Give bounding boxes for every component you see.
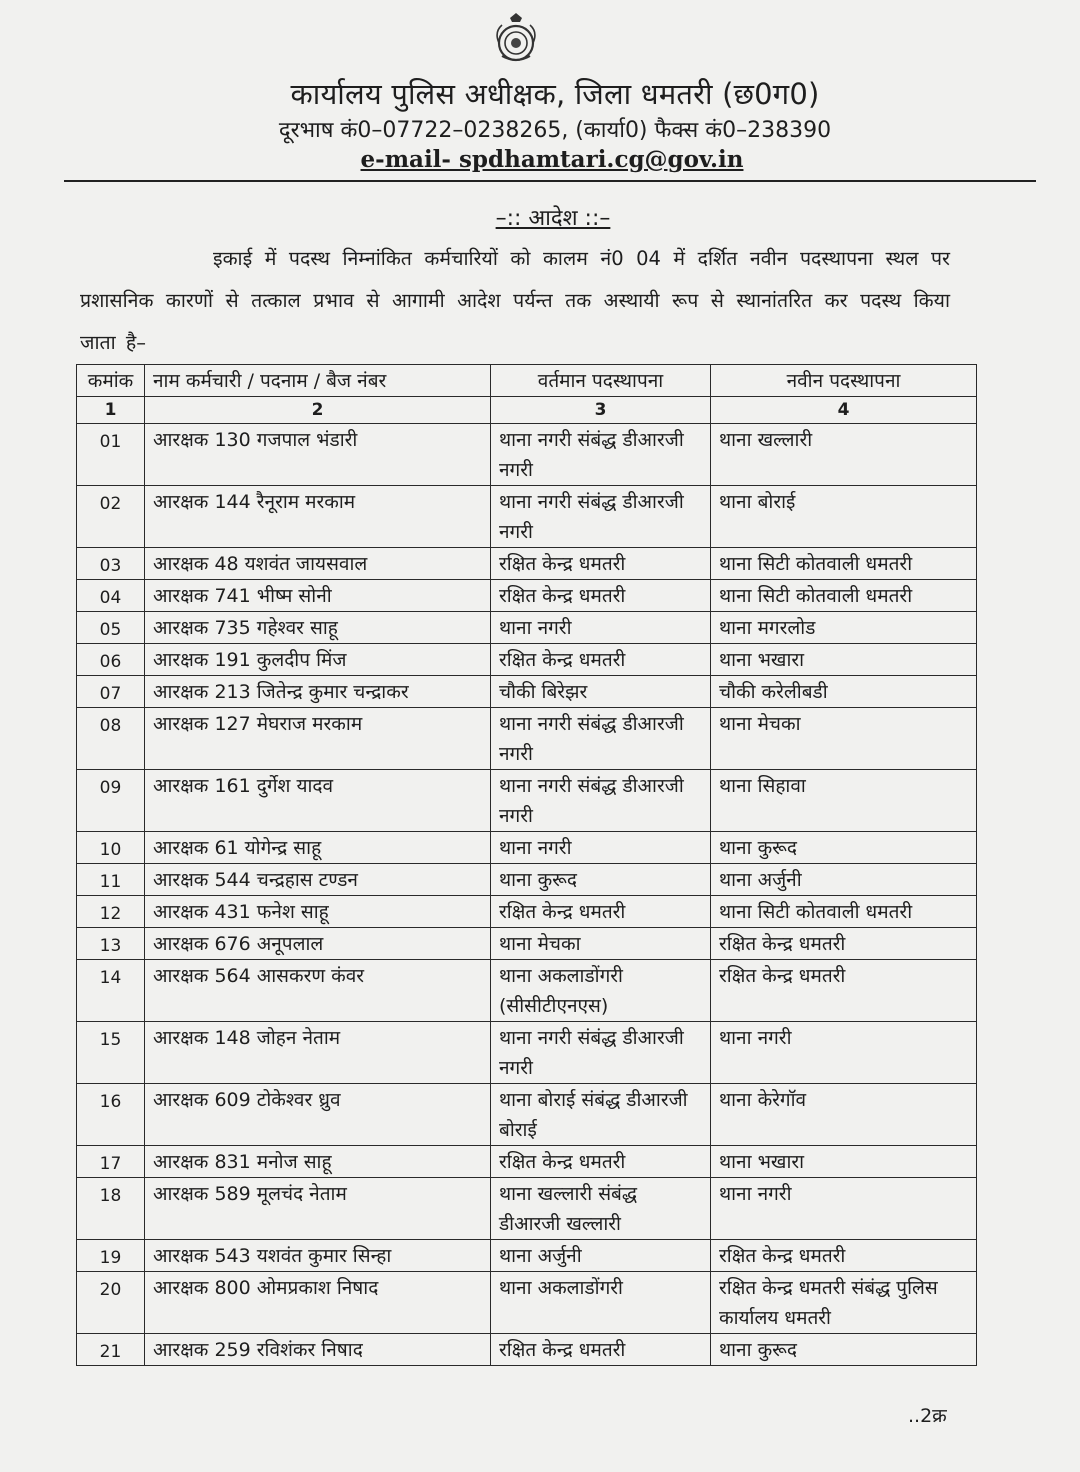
table-row bbox=[77, 832, 977, 864]
table-row bbox=[77, 1178, 977, 1240]
new-posting-cell: थाना सिहावा bbox=[711, 770, 977, 832]
employee-name-cell: आरक्षक 676 अनूपलाल bbox=[145, 928, 491, 960]
employee-name-cell: आरक्षक 609 टोकेश्वर ध्रुव bbox=[145, 1084, 491, 1146]
new-posting-cell: थाना भखारा bbox=[711, 644, 977, 676]
table-header-row bbox=[77, 365, 977, 397]
table-row bbox=[77, 708, 977, 770]
serial-cell: 15 bbox=[77, 1022, 145, 1084]
serial-cell: 07 bbox=[77, 676, 145, 708]
serial-cell: 02 bbox=[77, 486, 145, 548]
current-posting-cell: रक्षित केन्द्र धमतरी bbox=[491, 580, 711, 612]
serial-cell: 20 bbox=[77, 1272, 145, 1334]
serial-cell: 04 bbox=[77, 580, 145, 612]
new-posting-cell: थाना सिटी कोतवाली धमतरी bbox=[711, 896, 977, 928]
employee-name-cell: आरक्षक 148 जोहन नेताम bbox=[145, 1022, 491, 1084]
new-posting-cell: थाना नगरी bbox=[711, 1022, 977, 1084]
new-posting-cell: थाना सिटी कोतवाली धमतरी bbox=[711, 580, 977, 612]
current-posting-cell: थाना नगरी bbox=[491, 612, 711, 644]
current-posting-cell: थाना बोराई संबंद्ध डीआरजी बोराई bbox=[491, 1084, 711, 1146]
column-number: 2 bbox=[145, 397, 491, 424]
employee-name-cell: आरक्षक 130 गजपाल भंडारी bbox=[145, 424, 491, 486]
current-posting-cell: थाना अकलाडोंगरी (सीसीटीएनएस) bbox=[491, 960, 711, 1022]
table-body bbox=[77, 424, 977, 1366]
new-posting-cell: रक्षित केन्द्र धमतरी संबंद्ध पुलिस कार्यालय धमतरी bbox=[711, 1272, 977, 1334]
current-posting-cell: थाना नगरी संबंद्ध डीआरजी नगरी bbox=[491, 708, 711, 770]
current-posting-cell: रक्षित केन्द्र धमतरी bbox=[491, 1334, 711, 1366]
new-posting-cell: थाना अर्जुनी bbox=[711, 864, 977, 896]
new-posting-cell: थाना भखारा bbox=[711, 1146, 977, 1178]
serial-cell: 16 bbox=[77, 1084, 145, 1146]
office-title: कार्यालय पुलिस अधीक्षक, जिला धमतरी (छ0ग0) bbox=[290, 77, 820, 111]
employee-name-cell: आरक्षक 431 फनेश साहू bbox=[145, 896, 491, 928]
table-row bbox=[77, 960, 977, 1022]
current-posting-cell: रक्षित केन्द्र धमतरी bbox=[491, 1146, 711, 1178]
police-emblem-icon bbox=[488, 10, 544, 66]
serial-cell: 03 bbox=[77, 548, 145, 580]
phone-fax-line: दूरभाष कं0–07722–0238265, (कार्या0) फैक्स कं0–238390 bbox=[278, 118, 832, 143]
serial-cell: 05 bbox=[77, 612, 145, 644]
table-row bbox=[77, 1240, 977, 1272]
current-posting-cell: थाना अकलाडोंगरी bbox=[491, 1272, 711, 1334]
current-posting-cell: थाना नगरी bbox=[491, 832, 711, 864]
employee-name-cell: आरक्षक 800 ओमप्रकाश निषाद bbox=[145, 1272, 491, 1334]
table-row bbox=[77, 612, 977, 644]
current-posting-cell: थाना नगरी संबंद्ध डीआरजी नगरी bbox=[491, 770, 711, 832]
employee-name-cell: आरक्षक 127 मेघराज मरकाम bbox=[145, 708, 491, 770]
new-posting-cell: थाना खल्लारी bbox=[711, 424, 977, 486]
serial-cell: 21 bbox=[77, 1334, 145, 1366]
employee-name-cell: आरक्षक 735 गहेश्वर साहू bbox=[145, 612, 491, 644]
new-posting-cell: थाना मेचका bbox=[711, 708, 977, 770]
serial-cell: 06 bbox=[77, 644, 145, 676]
employee-name-cell: आरक्षक 61 योगेन्द्र साहू bbox=[145, 832, 491, 864]
current-posting-cell: चौकी बिरेझर bbox=[491, 676, 711, 708]
column-number: 4 bbox=[711, 397, 977, 424]
new-posting-cell: थाना नगरी bbox=[711, 1178, 977, 1240]
intro-paragraph: इकाई में पदस्थ निम्नांकित कर्मचारियों को कालम नं0 04 में दर्शित नवीन पदस्थापना स्थल पर प्रशासनिक कारणों से तत्काल प्रभाव से आगामी आदेश पर्यन्त तक अस्थायी रूप से स्थानांतरित कर पदस्थ किया जाता है– bbox=[80, 247, 950, 354]
employee-name-cell: आरक्षक 144 रैनूराम मरकाम bbox=[145, 486, 491, 548]
new-posting-cell: थाना सिटी कोतवाली धमतरी bbox=[711, 548, 977, 580]
column-number: 3 bbox=[491, 397, 711, 424]
table-row bbox=[77, 1272, 977, 1334]
new-posting-cell: रक्षित केन्द्र धमतरी bbox=[711, 928, 977, 960]
employee-name-cell: आरक्षक 543 यशवंत कुमार सिन्हा bbox=[145, 1240, 491, 1272]
table-row bbox=[77, 644, 977, 676]
new-posting-cell: थाना कुरूद bbox=[711, 1334, 977, 1366]
page-continuation: ..2क्र bbox=[908, 1405, 947, 1427]
employee-name-cell: आरक्षक 544 चन्द्रहास टण्डन bbox=[145, 864, 491, 896]
table-row bbox=[77, 896, 977, 928]
new-posting-cell: रक्षित केन्द्र धमतरी bbox=[711, 1240, 977, 1272]
employee-name-cell: आरक्षक 213 जितेन्द्र कुमार चन्द्राकर bbox=[145, 676, 491, 708]
serial-cell: 08 bbox=[77, 708, 145, 770]
employee-name-cell: आरक्षक 741 भीष्म सोनी bbox=[145, 580, 491, 612]
header-serial: कमांक bbox=[77, 365, 145, 397]
table-row bbox=[77, 1022, 977, 1084]
current-posting-cell: थाना अर्जुनी bbox=[491, 1240, 711, 1272]
order-heading-text: –:: आदेश ::– bbox=[495, 206, 611, 231]
table-row bbox=[77, 1146, 977, 1178]
employee-name-cell: आरक्षक 589 मूलचंद नेताम bbox=[145, 1178, 491, 1240]
current-posting-cell: थाना मेचका bbox=[491, 928, 711, 960]
table-row bbox=[77, 1334, 977, 1366]
employee-name-cell: आरक्षक 161 दुर्गेश यादव bbox=[145, 770, 491, 832]
employee-name-cell: आरक्षक 564 आसकरण कंवर bbox=[145, 960, 491, 1022]
serial-cell: 01 bbox=[77, 424, 145, 486]
table-row bbox=[77, 548, 977, 580]
serial-cell: 13 bbox=[77, 928, 145, 960]
current-posting-cell: थाना कुरूद bbox=[491, 864, 711, 896]
current-posting-cell: रक्षित केन्द्र धमतरी bbox=[491, 548, 711, 580]
email-line bbox=[0, 146, 1080, 173]
employee-name-cell: आरक्षक 259 रविशंकर निषाद bbox=[145, 1334, 491, 1366]
table-row bbox=[77, 424, 977, 486]
employee-name-cell: आरक्षक 831 मनोज साहू bbox=[145, 1146, 491, 1178]
employee-name-cell: आरक्षक 191 कुलदीप मिंज bbox=[145, 644, 491, 676]
table-row bbox=[77, 928, 977, 960]
serial-cell: 18 bbox=[77, 1178, 145, 1240]
current-posting-cell: थाना नगरी संबंद्ध डीआरजी नगरी bbox=[491, 1022, 711, 1084]
employee-name-cell: आरक्षक 48 यशवंत जायसवाल bbox=[145, 548, 491, 580]
new-posting-cell: थाना कुरूद bbox=[711, 832, 977, 864]
serial-cell: 12 bbox=[77, 896, 145, 928]
column-number-row bbox=[77, 397, 977, 424]
header-name: नाम कर्मचारी / पदनाम / बैज नंबर bbox=[145, 365, 491, 397]
serial-cell: 10 bbox=[77, 832, 145, 864]
new-posting-cell: रक्षित केन्द्र धमतरी bbox=[711, 960, 977, 1022]
table-row bbox=[77, 676, 977, 708]
serial-cell: 17 bbox=[77, 1146, 145, 1178]
new-posting-cell: थाना बोराई bbox=[711, 486, 977, 548]
header-new-posting: नवीन पदस्थापना bbox=[711, 365, 977, 397]
table-row bbox=[77, 1084, 977, 1146]
current-posting-cell: थाना नगरी संबंद्ध डीआरजी नगरी bbox=[491, 486, 711, 548]
table-row bbox=[77, 770, 977, 832]
serial-cell: 19 bbox=[77, 1240, 145, 1272]
current-posting-cell: रक्षित केन्द्र धमतरी bbox=[491, 896, 711, 928]
new-posting-cell: थाना केरेगॉव bbox=[711, 1084, 977, 1146]
current-posting-cell: रक्षित केन्द्र धमतरी bbox=[491, 644, 711, 676]
order-heading bbox=[0, 202, 1080, 232]
serial-cell: 11 bbox=[77, 864, 145, 896]
new-posting-cell: चौकी करेलीबडी bbox=[711, 676, 977, 708]
email-text[interactable]: e-mail- spdhamtari.cg@gov.in bbox=[360, 146, 744, 173]
header-current-posting: वर्तमान पदस्थापना bbox=[491, 365, 711, 397]
new-posting-cell: थाना मगरलोड bbox=[711, 612, 977, 644]
current-posting-cell: थाना नगरी संबंद्ध डीआरजी नगरी bbox=[491, 424, 711, 486]
column-number: 1 bbox=[77, 397, 145, 424]
serial-cell: 14 bbox=[77, 960, 145, 1022]
table-row bbox=[77, 486, 977, 548]
header-divider bbox=[64, 180, 1036, 182]
current-posting-cell: थाना खल्लारी संबंद्ध डीआरजी खल्लारी bbox=[491, 1178, 711, 1240]
table-row bbox=[77, 580, 977, 612]
transfer-table bbox=[76, 364, 977, 1366]
serial-cell: 09 bbox=[77, 770, 145, 832]
table-row bbox=[77, 864, 977, 896]
